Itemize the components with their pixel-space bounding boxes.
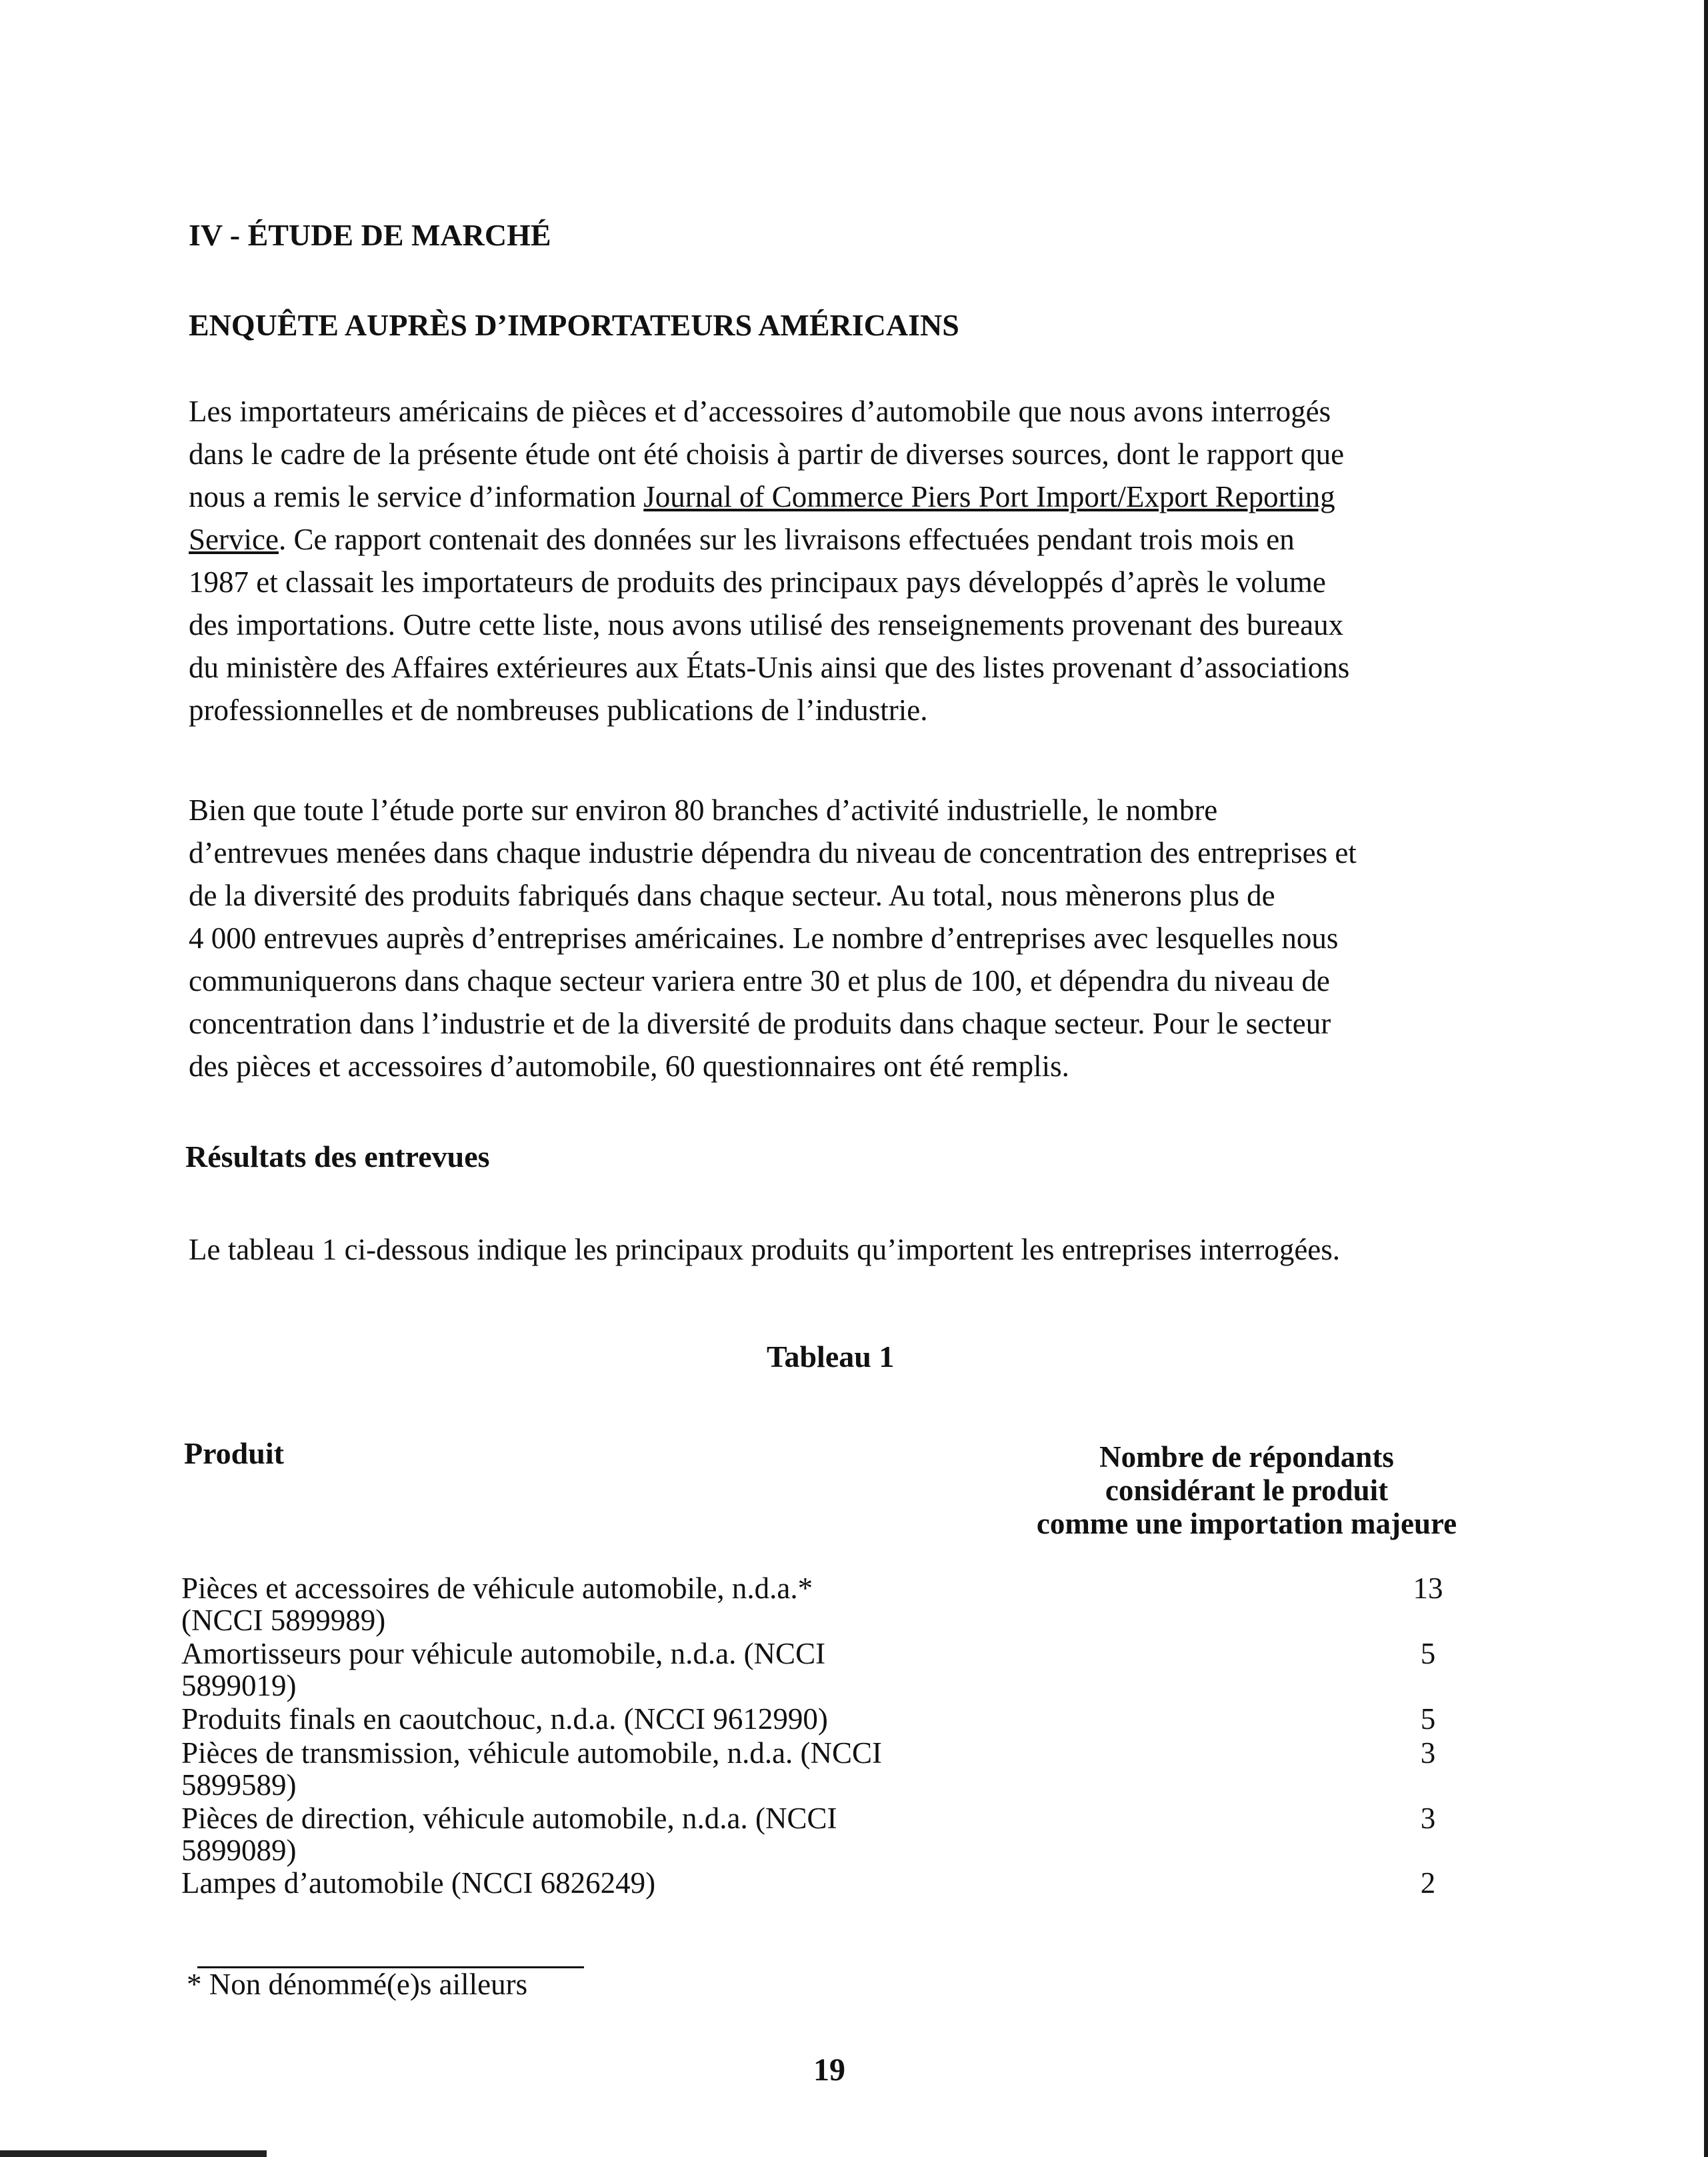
product-name: Lampes d’automobile (NCCI 6826249) xyxy=(181,1866,656,1900)
paragraph-line: Bien que toute l’étude porte sur environ 80 branches d’activité industrielle, le nombre xyxy=(189,793,1218,827)
paragraph-line: concentration dans l’industrie et de la diversité de produits dans chaque secteur. Pour le secteur xyxy=(189,1007,1331,1040)
product-cell xyxy=(181,1867,948,1899)
results-title: Résultats des entrevues xyxy=(185,1140,490,1174)
footnote: * Non dénommé(e)s ailleurs xyxy=(187,1968,528,2001)
respondent-count: 3 xyxy=(1420,1736,1436,1770)
respondent-count: 5 xyxy=(1420,1702,1436,1736)
paragraph-line xyxy=(189,518,1529,561)
scan-page-edge xyxy=(1704,0,1708,2157)
paragraph-line xyxy=(189,475,1529,518)
product-name: Pièces de direction, véhicule automobile, n.d.a. (NCCI xyxy=(181,1802,837,1835)
source-title: Service xyxy=(189,523,279,556)
product-cell xyxy=(181,1703,948,1735)
paragraph-line: d’entrevues menées dans chaque industrie dépendra du niveau de concentration des entreprises et xyxy=(189,836,1357,869)
paragraph-line: 1987 et classait les importateurs de produits des principaux pays développés d’après le volume xyxy=(189,565,1326,599)
page-number: 19 xyxy=(813,2052,845,2088)
product-code: 5899589) xyxy=(181,1768,297,1802)
product-cell xyxy=(181,1638,948,1702)
product-name: Pièces de transmission, véhicule automobile, n.d.a. (NCCI xyxy=(181,1736,883,1770)
section-title: IV - ÉTUDE DE MARCHÉ xyxy=(189,218,551,252)
column-header-count xyxy=(980,1440,1513,1540)
paragraph-scope xyxy=(189,789,1529,1088)
product-name: Pièces et accessoires de véhicule automobile, n.d.a.* xyxy=(181,1572,813,1605)
paragraph-line: Les importateurs américains de pièces et d’accessoires d’automobile que nous avons interrogés xyxy=(189,395,1331,428)
paragraph-line: des importations. Outre cette liste, nous avons utilisé des renseignements provenant des bureaux xyxy=(189,608,1344,641)
product-cell xyxy=(181,1802,948,1866)
table-row xyxy=(181,1867,1515,1899)
table-intro: Le tableau 1 ci-dessous indique les principaux produits qu’importent les entreprises interrogées. xyxy=(189,1233,1341,1266)
paragraph-line: du ministère des Affaires extérieures aux États-Unis ainsi que des listes provenant d’associations xyxy=(189,651,1350,684)
paragraph-line: 4 000 entrevues auprès d’entreprises américaines. Le nombre d’entreprises avec lesquelles nous xyxy=(189,921,1339,955)
column-header-line: considérant le produit xyxy=(1105,1474,1389,1507)
table-row xyxy=(181,1703,1515,1735)
table-caption: Tableau 1 xyxy=(767,1340,895,1374)
survey-title: ENQUÊTE AUPRÈS D’IMPORTATEURS AMÉRICAINS xyxy=(189,308,959,342)
product-code: 5899019) xyxy=(181,1669,297,1702)
table-row xyxy=(181,1737,1515,1801)
paragraph-line: de la diversité des produits fabriqués dans chaque secteur. Au total, nous mènerons plus de xyxy=(189,879,1275,912)
table-row xyxy=(181,1572,1515,1636)
paragraph-methodology xyxy=(189,390,1529,731)
paragraph-text: . Ce rapport contenait des données sur les livraisons effectuées pendant trois mois en xyxy=(278,523,1295,556)
product-name: Produits finals en caoutchouc, n.d.a. (NCCI 9612990) xyxy=(181,1702,828,1736)
respondent-count: 2 xyxy=(1420,1866,1436,1900)
paragraph-line: des pièces et accessoires d’automobile, 60 questionnaires ont été remplis. xyxy=(189,1049,1069,1083)
scan-mark xyxy=(0,2150,267,2157)
column-header-line: Nombre de répondants xyxy=(1099,1440,1394,1474)
paragraph-line: dans le cadre de la présente étude ont été choisis à partir de diverses sources, dont le rapport que xyxy=(189,437,1345,471)
respondent-count: 3 xyxy=(1420,1802,1436,1835)
product-cell xyxy=(181,1737,948,1801)
source-title: Journal of Commerce Piers Port Import/Export Reporting xyxy=(643,480,1335,513)
product-code: (NCCI 5899989) xyxy=(181,1604,386,1637)
table-row xyxy=(181,1638,1515,1702)
column-header-product: Produit xyxy=(184,1436,284,1470)
column-header-line: comme une importation majeure xyxy=(1036,1507,1457,1540)
respondent-count: 5 xyxy=(1420,1637,1436,1670)
paragraph-line: professionnelles et de nombreuses publications de l’industrie. xyxy=(189,693,928,727)
paragraph-text: nous a remis le service d’information xyxy=(189,480,644,513)
table-row xyxy=(181,1802,1515,1866)
respondent-count: 13 xyxy=(1413,1572,1443,1605)
product-cell xyxy=(181,1572,948,1636)
paragraph-line: communiquerons dans chaque secteur variera entre 30 et plus de 100, et dépendra du niveau de xyxy=(189,964,1330,997)
product-code: 5899089) xyxy=(181,1834,297,1867)
product-name: Amortisseurs pour véhicule automobile, n.d.a. (NCCI xyxy=(181,1637,826,1670)
